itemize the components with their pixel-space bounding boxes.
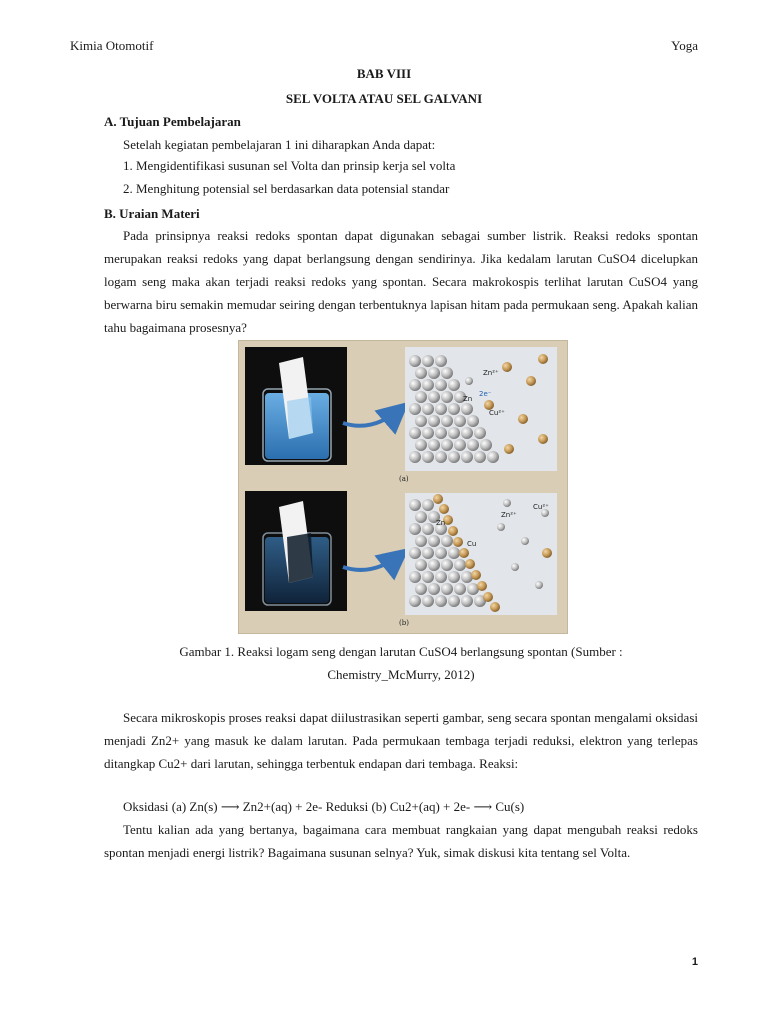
section-a-heading: A. Tujuan Pembelajaran (104, 114, 241, 129)
label-cu-b: Cu (467, 540, 477, 548)
objective-item-1: 1. Mengidentifikasi susunan sel Volta dan prinsip kerja sel volta (123, 158, 456, 173)
arrow-icon (343, 407, 403, 426)
label-cu-ion-b: Cu²⁺ (533, 503, 549, 511)
section-b-heading: B. Uraian Materi (104, 206, 200, 221)
arrow-icon (343, 553, 403, 570)
paragraph-2: Secara mikroskopis proses reaksi dapat diilustrasikan seperti gambar, seng secara spontan mengalami oksidasi menjadi Zn2+ yang masuk ke dalam larutan. Pada permukaan tembaga terjadi reduksi, elektron yang terlepas ditangkap Cu2+ dari larutan, sehingga terbentuk endapan dari tembaga. Reaksi: (104, 710, 698, 771)
label-zn-b: Zn (436, 519, 446, 527)
header-right: Yoga (671, 38, 698, 53)
section-a-intro: Setelah kegiatan pembelajaran 1 ini diharapkan Anda dapat: (123, 137, 436, 152)
label-electrons-a: 2e⁻ (479, 390, 492, 398)
beaker-photo-a (245, 347, 347, 465)
panel-label-a: (a) (399, 475, 409, 483)
paragraph-3: Tentu kalian ada yang bertanya, bagaimana cara membuat rangkaian yang dapat mengubah reaksi redoks spontan menjadi energi listrik? Bagaimana susunan selnya? Yuk, simak diskusi kita tentang sel Volta. (104, 822, 698, 860)
paragraph-1: Pada prinsipnya reaksi redoks spontan dapat digunakan sebagai sumber listrik. Reaksi redoks spontan merupakan reaksi redoks yang dapat berlangsung dengan sendirinya. Jika kedalam larutan CuSO4 dicelupkan logam seng maka akan terjadi reaksi redoks yang spontan. Secara makrokospis terlihat larutan CuSO4 yang berwarna biru semakin memudar seiring dengan terbentuknya lapisan hitam pada permukaan seng. Apakah kalian tahu bagaimana prosesnya? (104, 228, 698, 335)
label-zn-a: Zn (463, 395, 473, 403)
microscopic-view-a (405, 347, 557, 471)
label-zn-ion-a: Zn²⁺ (483, 369, 499, 377)
reaction-figure (238, 340, 568, 634)
panel-label-b: (b) (399, 619, 409, 627)
header-left: Kimia Otomotif (70, 38, 154, 53)
figure-caption (104, 640, 698, 686)
beaker-photo-b (245, 491, 347, 611)
figure-caption-line-2: Chemistry_McMurry, 2012) (327, 667, 475, 682)
chapter-number: BAB VIII (356, 66, 412, 81)
objective-item-2: 2. Menghitung potensial sel berdasarkan data potensial standar (123, 181, 450, 196)
page-number: 1 (691, 956, 698, 968)
figure-caption-line-1: Gambar 1. Reaksi logam seng dengan larutan CuSO4 berlangsung spontan (Sumber : (179, 644, 623, 659)
reaction-equation: Oksidasi (a) Zn(s) ⟶ Zn2+(aq) + 2e- Reduksi (b) Cu2+(aq) + 2e- ⟶ Cu(s) (123, 799, 525, 814)
microscopic-view-b (405, 493, 557, 615)
label-zn-ion-b: Zn²⁺ (501, 511, 517, 519)
label-cu-ion-a: Cu²⁺ (489, 409, 505, 417)
chapter-title: SEL VOLTA ATAU SEL GALVANI (285, 91, 483, 106)
